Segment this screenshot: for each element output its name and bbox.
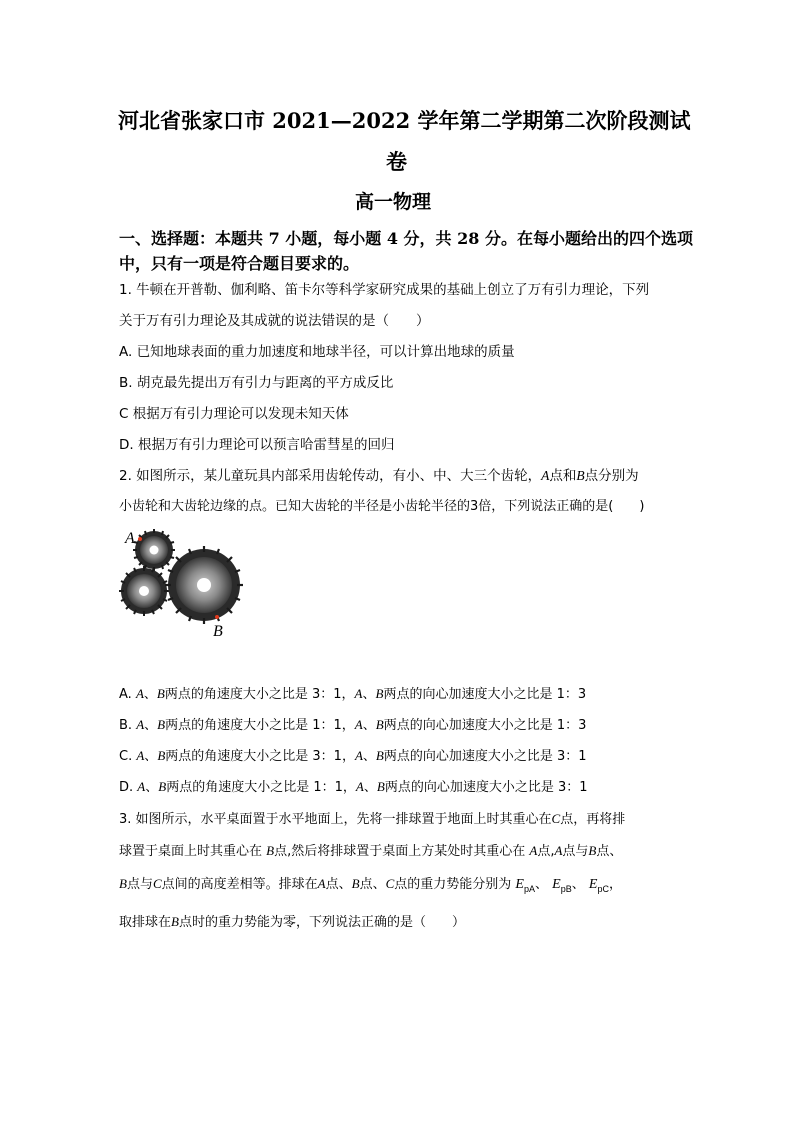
q1-option-c: C 根据万有引力理论可以发现未知天体 bbox=[119, 406, 349, 422]
q3-stem-line-3 bbox=[119, 873, 622, 894]
energy-symbol: E bbox=[515, 877, 524, 892]
q2-option-b-point: B bbox=[157, 717, 166, 732]
q1-option-b: B. 胡克最先提出万有引力与距离的平方成反比 bbox=[119, 375, 394, 391]
q2-option-b-prefix: B. bbox=[119, 718, 137, 733]
q2-option-d-point: A bbox=[355, 779, 364, 794]
small-gear bbox=[133, 529, 175, 571]
q2-option-c-point: B bbox=[157, 748, 166, 763]
q2-option-c-text: 两点的向心加速度大小之比是 3：1 bbox=[383, 749, 587, 764]
q2-option-c-point: A bbox=[136, 748, 145, 763]
q3-text: 点与 bbox=[562, 844, 589, 859]
q2-stem-line-1 bbox=[119, 464, 639, 484]
q2-option-a bbox=[119, 683, 586, 702]
q2-option-b-point: A bbox=[354, 717, 363, 732]
q3-text: 点, bbox=[537, 844, 555, 859]
q2-option-a-point: B bbox=[375, 686, 384, 701]
q3-point-b: B bbox=[588, 843, 597, 858]
energy-epc bbox=[589, 877, 609, 892]
q2-stem-text-b: 点和 bbox=[549, 468, 577, 484]
figure-label-a: A bbox=[125, 530, 135, 547]
q3-point-c: C bbox=[152, 876, 162, 891]
q2-option-c-sep: 、 bbox=[144, 749, 158, 764]
q2-option-b-point: A bbox=[136, 717, 145, 732]
q3-text: 点的重力势能分别为 bbox=[394, 877, 512, 892]
q3-stem-line-1 bbox=[119, 808, 625, 827]
q2-option-b bbox=[119, 714, 586, 733]
q3-point-b: B bbox=[119, 876, 127, 891]
q2-point-a: A bbox=[541, 468, 550, 483]
q2-option-c-text: 两点的角速度大小之比是 3：1， bbox=[165, 749, 355, 764]
q3-text: 点、 bbox=[325, 877, 352, 892]
q2-option-d-point: B bbox=[158, 779, 167, 794]
q2-option-b-sep: 、 bbox=[362, 718, 376, 733]
q3-text: 点、 bbox=[596, 844, 623, 859]
q3-point-a: A bbox=[317, 876, 326, 891]
q3-text: 取排球在 bbox=[119, 915, 172, 930]
q2-stem-text-c: 点分别为 bbox=[584, 468, 639, 484]
subtitle: 高一物理 bbox=[355, 191, 432, 213]
q2-option-b-text: 两点的向心加速度大小之比是 1：3 bbox=[383, 718, 587, 733]
q1-option-d: D. 根据万有引力理论可以预言哈雷彗星的回归 bbox=[119, 437, 395, 453]
section-header-line-1: 一、选择题：本题共 7 小题，每小题 4 分，共 28 分。在每小题给出的四个选项 bbox=[119, 229, 693, 248]
q3-point-b: B bbox=[351, 876, 360, 891]
q3-text: 点间的高度差相等。排球在 bbox=[161, 877, 318, 892]
q3-point-c: C bbox=[385, 876, 395, 891]
gears-figure bbox=[118, 525, 248, 640]
q3-stem-line-4 bbox=[119, 911, 465, 930]
point-b-marker bbox=[215, 615, 219, 619]
q2-option-d-sep: 、 bbox=[145, 780, 159, 795]
q3-point-c: C bbox=[551, 811, 561, 826]
q2-option-a-text: 两点的角速度大小之比是 3：1， bbox=[164, 687, 355, 702]
q2-option-a-point: A bbox=[135, 686, 144, 701]
q1-option-a: A. 已知地球表面的重力加速度和地球半径，可以计算出地球的质量 bbox=[119, 344, 515, 360]
q2-point-b: B bbox=[576, 468, 585, 483]
q3-sep: 、 bbox=[571, 877, 585, 892]
q2-option-d-point: A bbox=[137, 779, 146, 794]
q2-option-c-point: B bbox=[375, 748, 384, 763]
q2-option-b-text: 两点的角速度大小之比是 1：1， bbox=[165, 718, 355, 733]
q3-point-b: B bbox=[266, 843, 275, 858]
q3-text: 点、 bbox=[359, 877, 386, 892]
q2-option-a-text: 两点的向心加速度大小之比是 1：3 bbox=[383, 687, 587, 702]
q3-text: 3. 如图所示，水平桌面置于水平地面上，先将一排球置于地面上时其重心在 bbox=[119, 812, 552, 827]
q1-stem-line-1: 1. 牛顿在开普勒、伽利略、笛卡尔等科学家研究成果的基础上创立了万有引力理论，下列 bbox=[119, 282, 650, 298]
point-a-marker bbox=[138, 537, 142, 541]
q3-point-a: A bbox=[554, 843, 563, 858]
title-line-2: 卷 bbox=[386, 149, 407, 174]
large-gear bbox=[165, 546, 243, 624]
q1-stem-line-2: 关于万有引力理论及其成就的说法错误的是（ ） bbox=[119, 313, 430, 329]
q3-stem-line-2 bbox=[119, 840, 622, 859]
q3-point-a: A bbox=[529, 843, 538, 858]
q2-option-d-text: 两点的角速度大小之比是 1：1， bbox=[166, 780, 356, 795]
q2-option-b-sep: 、 bbox=[144, 718, 158, 733]
title-line-1: 河北省张家口市 2021—2022 学年第二学期第二次阶段测试 bbox=[118, 108, 691, 133]
q3-text: 点,然后将排球置于桌面上方某处时其重心在 bbox=[274, 844, 530, 859]
medium-gear bbox=[119, 566, 169, 616]
q2-stem-text-a: 2. 如图所示，某儿童玩具内部采用齿轮传动，有小、中、大三个齿轮， bbox=[119, 468, 542, 484]
section-header-line-2: 中，只有一项是符合题目要求的。 bbox=[119, 254, 360, 273]
q3-text: 点，再将排 bbox=[560, 812, 626, 827]
q2-option-c-point: A bbox=[354, 748, 363, 763]
q2-option-a-sep: 、 bbox=[362, 687, 376, 702]
energy-symbol: E bbox=[552, 877, 561, 892]
q2-option-b-point: B bbox=[375, 717, 384, 732]
q2-option-c-sep: 、 bbox=[362, 749, 376, 764]
q2-option-a-point: A bbox=[354, 686, 363, 701]
energy-epa bbox=[515, 877, 535, 892]
q3-text: 点与 bbox=[126, 877, 153, 892]
q2-option-d-sep: 、 bbox=[363, 780, 377, 795]
q2-option-d-point: B bbox=[376, 779, 385, 794]
energy-subscript-pb: pB bbox=[560, 883, 572, 894]
q2-option-a-prefix: A. bbox=[119, 687, 136, 702]
q2-option-c bbox=[119, 745, 587, 764]
figure-label-b: B bbox=[213, 623, 223, 640]
energy-symbol: E bbox=[588, 877, 598, 892]
q2-option-a-sep: 、 bbox=[143, 687, 157, 702]
energy-epb bbox=[552, 877, 572, 892]
q3-sep: 、 bbox=[535, 877, 549, 892]
q2-option-d-prefix: D. bbox=[119, 780, 138, 795]
q2-stem-line-2: 小齿轮和大齿轮边缘的点。已知大齿轮的半径是小齿轮半径的3倍，下列说法正确的是( ) bbox=[119, 499, 645, 514]
q2-option-a-point: B bbox=[156, 686, 165, 701]
q3-text: ， bbox=[608, 877, 622, 892]
q3-text: 点时的重力势能为零，下列说法正确的是（ ） bbox=[178, 915, 465, 930]
energy-subscript-pc: pC bbox=[597, 883, 609, 894]
q2-option-c-prefix: C. bbox=[119, 749, 137, 764]
energy-subscript-pa: pA bbox=[523, 883, 535, 894]
q3-point-b: B bbox=[171, 914, 179, 929]
q2-option-d bbox=[119, 776, 588, 795]
q3-text: 球置于桌面上时其重心在 bbox=[119, 844, 267, 859]
q2-option-d-text: 两点的向心加速度大小之比是 3：1 bbox=[384, 780, 588, 795]
